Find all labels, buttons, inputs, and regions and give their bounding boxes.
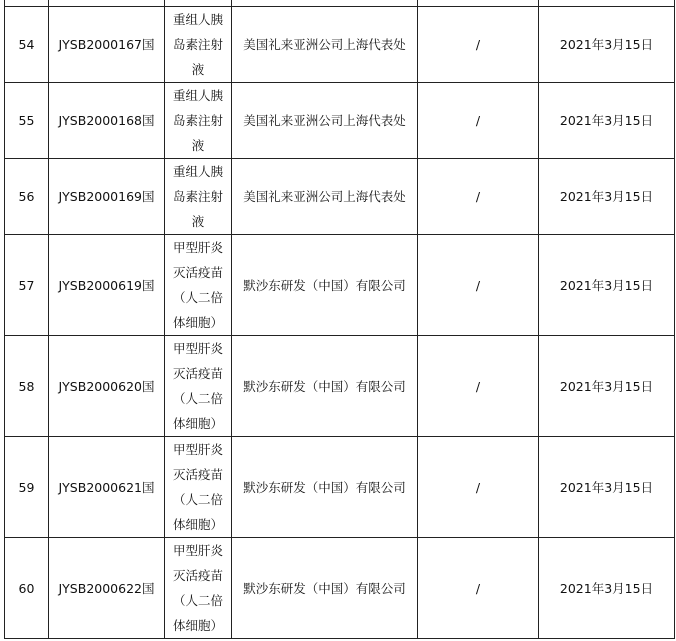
cell-date: 2021年3月15日 <box>539 437 675 538</box>
table-row <box>5 336 675 437</box>
cell-code: JYSB2000168国 <box>49 83 165 159</box>
cell-num: 55 <box>5 83 49 159</box>
cell-num: 57 <box>5 235 49 336</box>
cell-company: 默沙东研发（中国）有限公司 <box>232 538 418 639</box>
cell-date: 2021年3月15日 <box>539 83 675 159</box>
cell-num: 59 <box>5 437 49 538</box>
cell-num: 58 <box>5 336 49 437</box>
table-row <box>5 437 675 538</box>
cell-code: JYSB2000619国 <box>49 235 165 336</box>
cell-name: 甲型肝炎灭活疫苗（人二倍体细胞） <box>165 437 232 538</box>
table-row <box>5 7 675 83</box>
cell-company: 默沙东研发（中国）有限公司 <box>232 437 418 538</box>
cell-code: JYSB2000169国 <box>49 159 165 235</box>
cell-company: 美国礼来亚洲公司上海代表处 <box>232 83 418 159</box>
cell-date: 2021年3月15日 <box>539 336 675 437</box>
cell-code: JYSB2000621国 <box>49 437 165 538</box>
cell-num: 54 <box>5 7 49 83</box>
cell-code: JYSB2000167国 <box>49 7 165 83</box>
approval-table <box>4 0 675 639</box>
cell-note: / <box>418 7 539 83</box>
cell-name: 甲型肝炎灭活疫苗（人二倍体细胞） <box>165 538 232 639</box>
cell-date: 2021年3月15日 <box>539 159 675 235</box>
cell-name: 重组人胰岛素注射液 <box>165 83 232 159</box>
cell-note: / <box>418 235 539 336</box>
table-row <box>5 83 675 159</box>
cell-name: 重组人胰岛素注射液 <box>165 7 232 83</box>
cell-date: 2021年3月15日 <box>539 235 675 336</box>
cell-name: 重组人胰岛素注射液 <box>165 159 232 235</box>
cell-note: / <box>418 538 539 639</box>
cell-note: / <box>418 336 539 437</box>
cell-company: 默沙东研发（中国）有限公司 <box>232 336 418 437</box>
cell-name: 甲型肝炎灭活疫苗（人二倍体细胞） <box>165 336 232 437</box>
table-row <box>5 235 675 336</box>
cell-date: 2021年3月15日 <box>539 538 675 639</box>
cell-name: 甲型肝炎灭活疫苗（人二倍体细胞） <box>165 235 232 336</box>
cell-date: 2021年3月15日 <box>539 7 675 83</box>
cell-company: 美国礼来亚洲公司上海代表处 <box>232 159 418 235</box>
table-row <box>5 538 675 639</box>
cell-num: 60 <box>5 538 49 639</box>
cell-company: 美国礼来亚洲公司上海代表处 <box>232 7 418 83</box>
cell-code: JYSB2000620国 <box>49 336 165 437</box>
cell-company: 默沙东研发（中国）有限公司 <box>232 235 418 336</box>
cell-note: / <box>418 83 539 159</box>
table-row <box>5 159 675 235</box>
cell-num: 56 <box>5 159 49 235</box>
cell-code: JYSB2000622国 <box>49 538 165 639</box>
cell-note: / <box>418 159 539 235</box>
cell-note: / <box>418 437 539 538</box>
